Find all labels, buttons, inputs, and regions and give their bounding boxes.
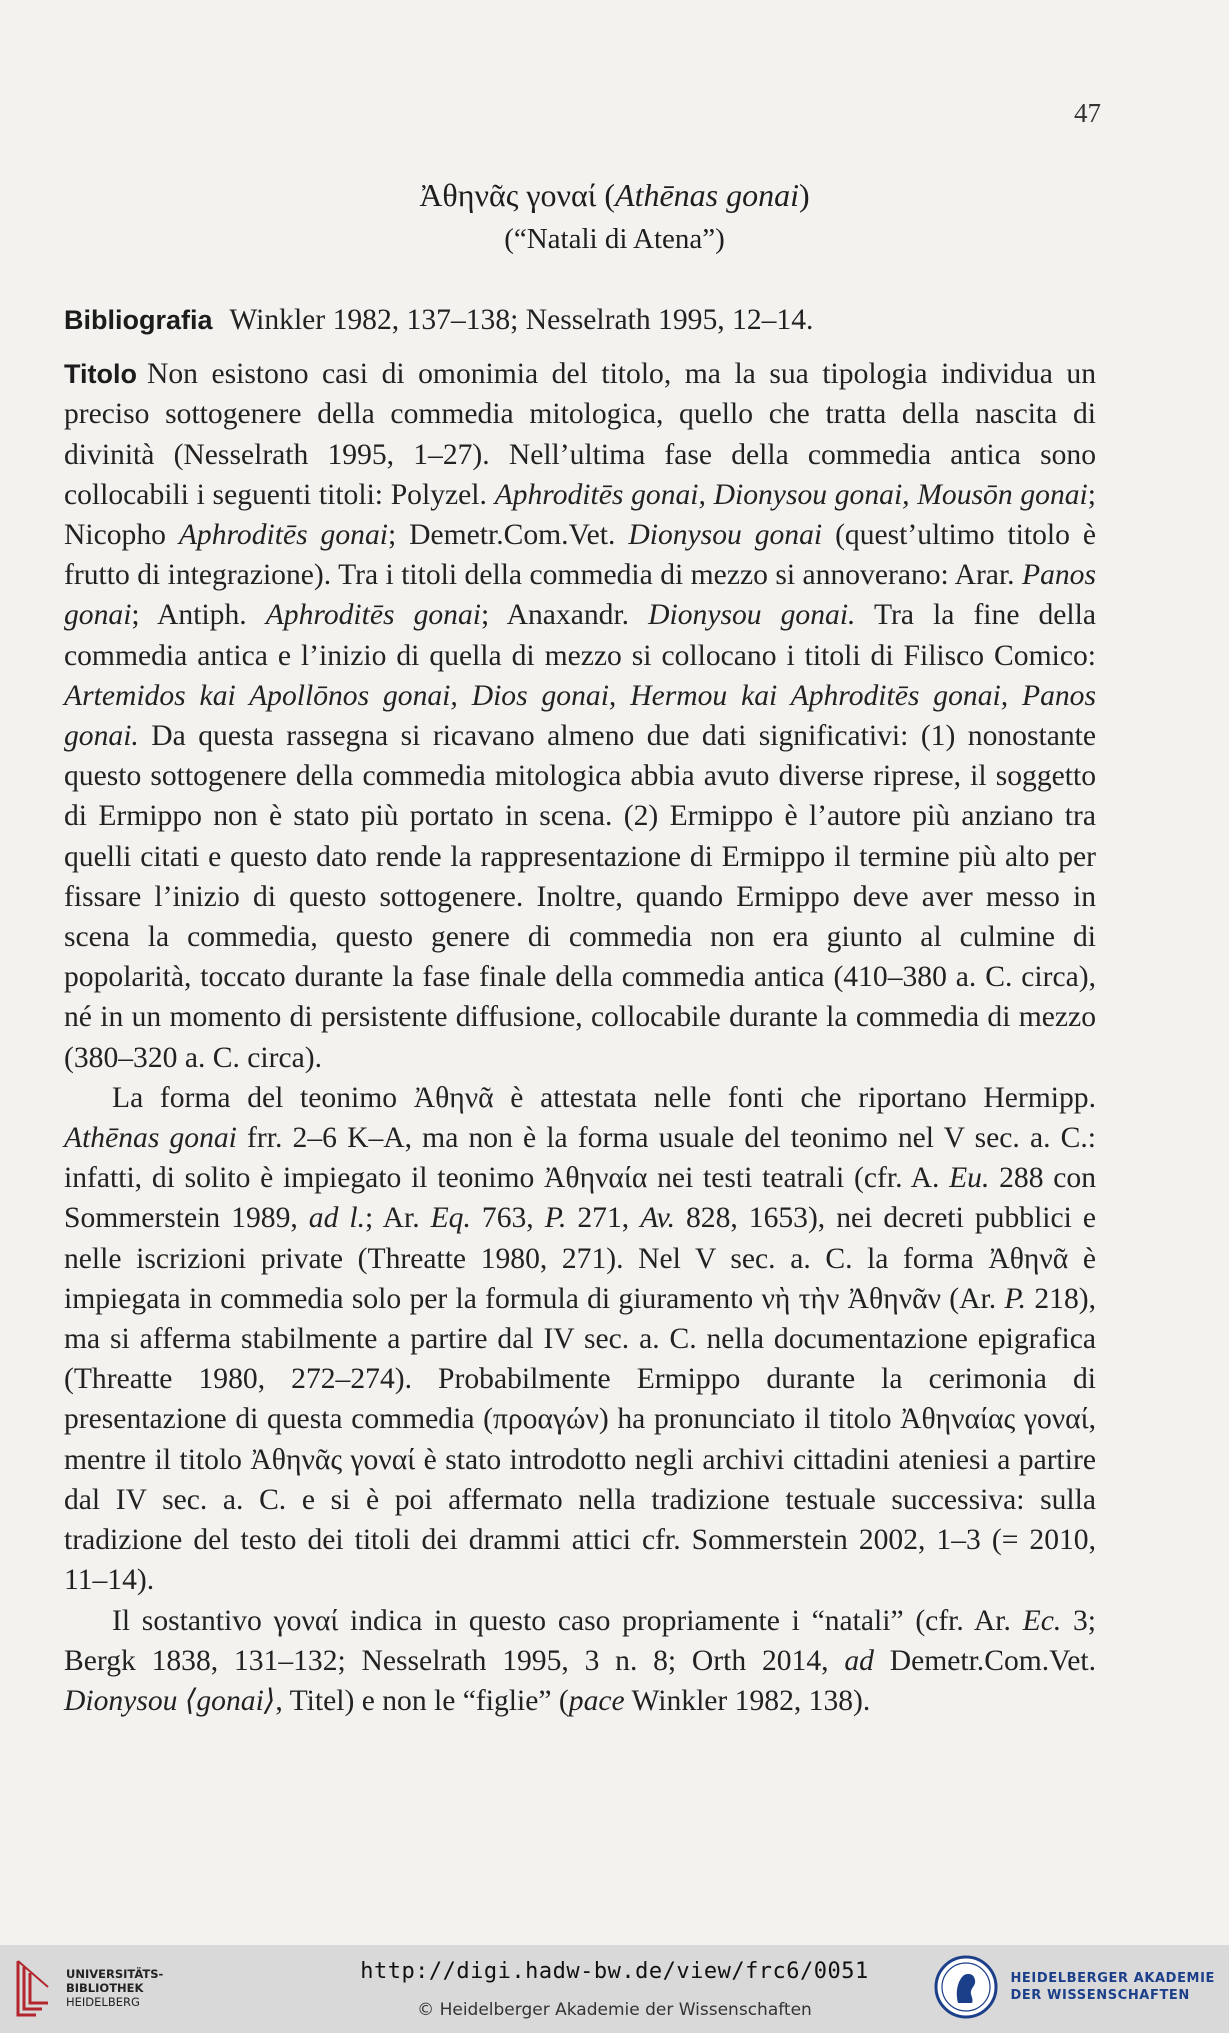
entry-body bbox=[64, 300, 1096, 1721]
text-segment-italic: ad bbox=[844, 1644, 874, 1677]
text-segment-italic: P. bbox=[1004, 1282, 1027, 1315]
academy-seal-icon bbox=[934, 1955, 998, 2019]
text-segment: 763, bbox=[470, 1202, 545, 1235]
text-segment: Non esistono casi di omonimia del titolo, ma la sua tipologia individua un preciso sottogenere della commedia mitologica, quello che tratta della nascita di divinità (Nesselrath 1995, 1–27). Nell’ultima fase della commedia antica sono collocabili i seguenti titoli: Polyzel. bbox=[64, 358, 1096, 511]
academy-name bbox=[1010, 1970, 1215, 2004]
bibliography-paragraph bbox=[64, 300, 1096, 340]
title-transliteration: Athēnas gonai bbox=[615, 177, 800, 213]
bibliography-label: Bibliografia bbox=[64, 305, 213, 335]
logo-line: UNIVERSITÄTS- bbox=[66, 1967, 164, 1981]
theonym-paragraph bbox=[64, 1078, 1096, 1601]
text-segment: frr. 2–6 K–A, ma non è la forma usuale del teonimo nel V sec. a. C.: infatti, di solito è impiegato il teonimo Ἀθηναία nei testi teatrali (cfr. A. bbox=[64, 1122, 1096, 1195]
bibliography-text: Winkler 1982, 137–138; Nesselrath 1995, 12–14. bbox=[229, 304, 814, 336]
text-segment-italic: Eu. bbox=[949, 1162, 990, 1195]
text-segment: 218), ma si afferma stabilmente a partire dal IV sec. a. C. nella documentazione epigrafica (Threatte 1980, 272–274). Probabilmente Ermippo durante la cerimonia di presentazione di questa commedia (προαγών) ha pronunciato il titolo Ἀθηναίας γοναί, mentre il titolo Ἀθηνᾶς γοναί è stato introdotto negli archivi cittadini ateniesi a partire dal IV sec. a. C. e si è poi affermato nella tradizione testuale successiva: sulla tradizione del testo dei titoli dei drammi attici cfr. Sommerstein 2002, 1–3 (= 2010, 11–14). bbox=[64, 1282, 1096, 1597]
text-segment: ; Antiph. bbox=[131, 599, 266, 632]
text-segment-italic: Aphroditēs gonai bbox=[265, 599, 481, 632]
text-segment-italic: Aphroditēs gonai bbox=[178, 519, 388, 552]
title-paragraph bbox=[64, 354, 1096, 1078]
text-segment: 288 con Sommerstein 1989, bbox=[64, 1162, 1097, 1235]
text-segment: , Titel) e non le “figlie” ( bbox=[275, 1684, 569, 1717]
text-segment: ; Anaxandr. bbox=[480, 599, 649, 632]
academy-logo[interactable] bbox=[934, 1955, 1215, 2019]
entry-subtitle: (“Natali di Atena”) bbox=[504, 223, 725, 255]
text-segment-italic: Aphroditēs gonai, Dionysou gonai, Mousōn gonai bbox=[494, 478, 1088, 511]
text-segment-italic: Dionysou gonai. bbox=[648, 599, 856, 632]
text-segment-italic: P. bbox=[544, 1202, 567, 1235]
title-label: Titolo bbox=[64, 359, 137, 390]
logo-line: DER WISSENSCHAFTEN bbox=[1010, 1988, 1190, 2003]
text-segment-italic: Dionysou gonai bbox=[628, 519, 823, 552]
text-segment: 271, bbox=[566, 1202, 641, 1235]
text-segment: Demetr.Com.Vet. bbox=[873, 1644, 1097, 1677]
logo-line: HEIDELBERGER AKADEMIE bbox=[1010, 1971, 1215, 1986]
text-segment: 3; Bergk 1838, 131–132; Nesselrath 1995, 3 n. 8; Orth 2014, bbox=[64, 1604, 1097, 1677]
entry-heading bbox=[0, 172, 1229, 260]
page-number: 47 bbox=[1074, 98, 1101, 128]
text-segment-italic: Panos gonai bbox=[64, 559, 1096, 632]
text-segment-italic: Artemidos kai Apollōnos gonai, Dios gonai, Hermou kai Aphroditēs gonai, Panos gonai. bbox=[64, 679, 1096, 753]
text-segment-italic: Dionysou ⟨gonai⟩ bbox=[64, 1684, 276, 1717]
text-segment-italic: Av. bbox=[640, 1202, 675, 1235]
text-segment: La forma del teonimo Ἀθηνᾶ è attestata nelle fonti che riportano Hermipp. bbox=[112, 1081, 1096, 1114]
text-segment: ; Ar. bbox=[365, 1202, 431, 1235]
text-segment: ; Demetr.Com.Vet. bbox=[387, 519, 629, 552]
text-segment: Da questa rassegna si ricavano almeno due dati significativi: (1) nonostante questo sottogenere della commedia mitologica abbia avuto diverse riprese, il soggetto di Ermippo non è stato più portato in scena. (2) Ermippo è l’autore più anziano tra quelli citati e questo dato rende la rappresentazione di Ermippo il termine più alto per fissare l’inizio di questo sottogenere. Inoltre, quando Ermippo deve aver messo in scena la commedia, questo genere di commedia non era giunto al culmine di popolarità, toccato durante la fase finale della commedia antica (410–380 a. C. circa), né in un momento di persistente diffusione, collocabile durante la commedia di mezzo (380–320 a. C. circa). bbox=[64, 720, 1096, 1074]
logo-line: HEIDELBERG bbox=[66, 1995, 140, 2009]
text-segment: ; Nicopho bbox=[64, 478, 1096, 552]
text-segment: Tra la fine della commedia antica e l’inizio di quella di mezzo si collocano i titoli di Filisco Comico: bbox=[64, 599, 1097, 672]
noun-paragraph bbox=[64, 1601, 1096, 1722]
copyright-notice: © Heidelberger Akademie der Wissenschaften bbox=[417, 2000, 812, 2020]
text-segment-italic: ad l. bbox=[308, 1202, 366, 1235]
text-segment-italic: Athēnas gonai bbox=[64, 1122, 237, 1155]
text-segment: (quest’ultimo titolo è frutto di integrazione). Tra i titoli della commedia di mezzo si annoverano: Arar. bbox=[64, 519, 1096, 592]
entry-title: Ἀθηνᾶς γοναί (Athēnas gonai) bbox=[419, 177, 810, 213]
viewer-footer bbox=[0, 1945, 1229, 2033]
text-segment: Winkler 1982, 138). bbox=[624, 1684, 871, 1717]
text-segment-italic: pace bbox=[568, 1684, 625, 1717]
text-segment-italic: Ec. bbox=[1022, 1604, 1062, 1637]
title-greek: Ἀθηνᾶς γοναί bbox=[419, 177, 597, 213]
text-segment: Il sostantivo γοναί indica in questo caso propriamente i “natali” (cfr. Ar. bbox=[112, 1604, 1023, 1637]
permalink-url[interactable]: http://digi.hadw-bw.de/view/frc6/0051 bbox=[360, 1959, 869, 1984]
text-segment-italic: Eq. bbox=[430, 1202, 471, 1235]
logo-line: BIBLIOTHEK bbox=[66, 1981, 144, 1995]
text-segment: 828, 1653), nei decreti pubblici e nelle iscrizioni private (Threatte 1980, 271). Nel V sec. a. C. la forma Ἀθηνᾶ è impiegata in commedia solo per la formula di giuramento νὴ τὴν Ἀθηνᾶν (Ar. bbox=[64, 1202, 1097, 1315]
